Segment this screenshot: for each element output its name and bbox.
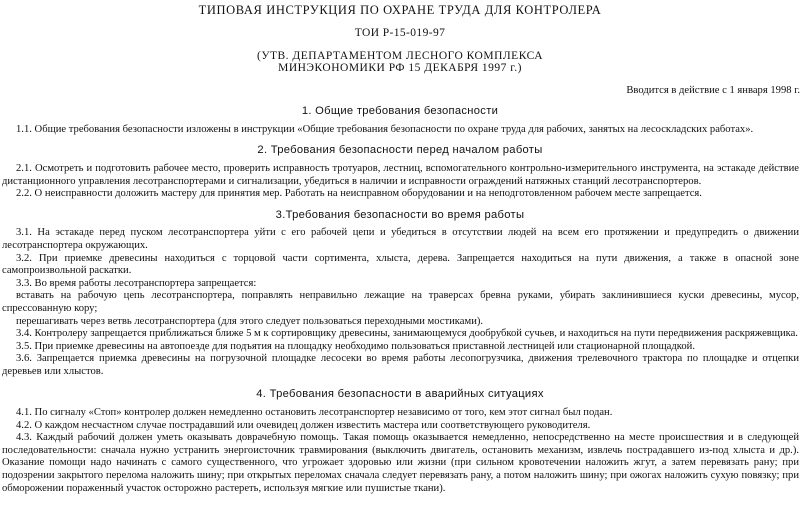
paragraph: вставать на рабочую цепь лесотранспортера, поправлять неправильно лежащие на траверсах бревна руками, убирать заклинившиеся куски древесины, мусор, спрессованную кору;	[2, 290, 799, 314]
approval-line-1: (УТВ. ДЕПАРТАМЕНТОМ ЛЕСНОГО КОМПЛЕКСА	[257, 49, 543, 62]
paragraph: 3.5. При приемке древесины на автопоезде для подъятия на площадку необходимо пользоваться приставной лестницей или стационарной площадкой.	[16, 340, 696, 352]
paragraph: 1.1. Общие требования безопасности изложены в инструкции «Общие требования безопасности по охране труда для рабочих, занятых на лесоскладских работах».	[16, 123, 754, 135]
document-code: ТОИ Р-15-019-97	[354, 27, 446, 39]
section-heading: 2. Требования безопасности перед началом работы	[257, 144, 543, 157]
paragraph: 4.3. Каждый рабочий должен уметь оказывать доврачебную помощь. Такая помощь оказывается немедленно, непосредственно на месте происшествия и в следующей последовательности: сначала нужно устранить энергоисточник травмирования (выключить двигатель, остановить механизм, извлечь пострадавшего из-под хлыста и др.). Оказание помощи надо начинать с самого существенного, что угрожает здоровью или жизни (при сильном кровотечении наложить жгут, а затем перевязать рану; при подозрении закрытого перелома наложить шину; при открытых переломах сначала следует перевязать рану, а потом наложить шину; при ожогах наложить сухую повязку; при обморожении пораженный участок осторожно растереть, используя мягкие или пушистые ткани).	[2, 432, 799, 494]
paragraph: 3.1. На эстакаде перед пуском лесотранспортера уйти с его рабочей цепи и убедиться в отсутствии людей на всем его протяжении и предупредить о движении лесотранспортера окружающих.	[2, 227, 799, 251]
effective-date: Вводится в действие с 1 января 1998 г.	[626, 84, 800, 96]
paragraph: 3.6. Запрещается приемка древесины на погрузочной площадке лесосеки во время работы лесопогрузчика, движения трелевочного трактора по площадке и отцепки деревьев или хлыстов.	[2, 353, 799, 377]
paragraph: 4.1. По сигналу «Стоп» контролер должен немедленно остановить лесотранспортер независимо от того, кем этот сигнал был подан.	[16, 407, 613, 419]
paragraph: 3.4. Контролеру запрещается приближаться ближе 5 м к сортировщику древесины, занимающемуся дообрубкой сучьев, и находиться на пути передвижения раскряжевщика.	[16, 328, 798, 340]
paragraph: 3.2. При приемке древесины находиться с торцовой части сортимента, хлыста, дерева. Запрещается находиться на пути движения, а также в опасной зоне самопроизвольной раскатки.	[2, 252, 799, 277]
paragraph: перешагивать через ветвь лесотранспортера (для этого следует пользоваться переходными мостиками).	[16, 315, 484, 327]
paragraph: 4.2. О каждом несчастном случае пострадавший или очевидец должен известить мастера или соответствующего руководителя.	[16, 419, 591, 431]
section-heading: 1. Общие требования безопасности	[301, 105, 499, 118]
section-heading: 4. Требования безопасности в аварийных ситуациях	[256, 388, 544, 401]
paragraph: 3.3. Во время работы лесотранспортера запрещается:	[16, 277, 257, 289]
approval-line-2: МИНЭКОНОМИКИ РФ 15 ДЕКАБРЯ 1997 г.)	[278, 62, 522, 75]
document-title: ТИПОВАЯ ИНСТРУКЦИЯ ПО ОХРАНЕ ТРУДА ДЛЯ КОНТРОЛЕРА	[198, 3, 602, 17]
paragraph: 2.2. О неисправности доложить мастеру для принятия мер. Работать на неисправном оборудовании и на неподготовленном рабочем месте запрещается.	[16, 188, 702, 200]
paragraph: 2.1. Осмотреть и подготовить рабочее место, проверить исправность тротуаров, лестниц, вспомогательного контрольно-измерительного инструмента, на эстакаде действие дистанционного управления лесотранспортерами и сигнализации, убедиться в наличии и исправности ограждений натяжных станций лесотранспортеров.	[2, 162, 799, 187]
section-heading: 3.Требования безопасности во время работы	[275, 208, 525, 221]
